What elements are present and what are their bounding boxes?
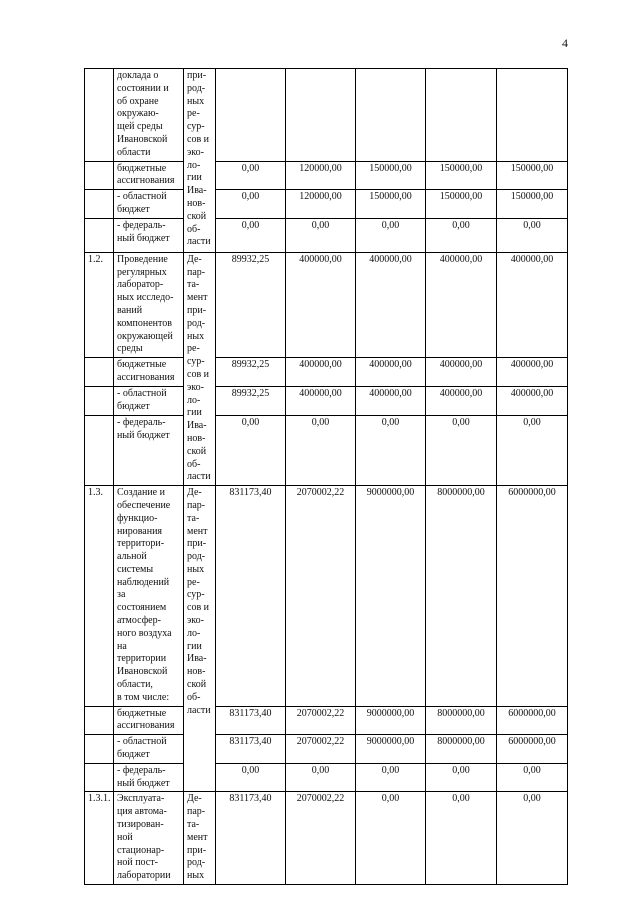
name-line: бюджетные [117,359,167,371]
value-cell: 0,00 [497,218,568,252]
executor-line: Де- [187,793,202,805]
row-index: 1.2. [85,252,114,358]
name-line: лаборатор- [117,279,164,291]
name-line: бюджетные [117,707,167,719]
value-cell [497,69,568,162]
name-line: тизирован- [117,819,164,831]
name-line: территори- [117,538,165,550]
executor-line: род- [187,317,206,329]
budget-table [84,68,568,885]
executor-line: сур- [187,589,205,601]
table-row [85,792,568,885]
name-line: обеспечение [117,499,171,511]
value-cell [356,69,426,162]
executor-line: ных [187,330,205,342]
executor-cell [184,792,216,885]
table-row [85,161,568,190]
name-line: среды [117,343,143,355]
executor-line: пар- [187,266,206,278]
executor-line: та- [187,279,200,291]
row-name [114,252,184,358]
executor-line: эко- [187,615,204,627]
executor-cell [184,69,216,253]
value-cell: 400000,00 [426,387,497,416]
value-cell: 0,00 [497,415,568,485]
name-line: ция автома- [117,806,167,818]
name-line: состоянии и [117,82,169,94]
executor-line: сов и [187,368,210,380]
executor-line: гии [187,640,202,652]
name-line: Проведение [117,253,168,265]
value-cell [286,69,356,162]
value-cell: 9000000,00 [356,735,426,764]
name-line: альной [117,551,147,563]
executor-line: сов и [187,602,210,614]
value-cell: 89932,25 [216,387,286,416]
page-number: 4 [562,36,568,50]
row-index: 1.3.1. [85,792,114,885]
name-line: - федераль- [117,416,166,428]
value-cell [426,69,497,162]
name-line: окружающей [117,330,173,342]
name-line: - федераль- [117,219,166,231]
row-index [85,161,114,190]
executor-line: пар- [187,499,206,511]
value-cell: 400000,00 [286,252,356,358]
row-name [114,218,184,252]
value-cell: 0,00 [216,190,286,219]
name-line: Создание и [117,487,165,499]
row-name [114,387,184,416]
executor-line: ло- [187,627,201,639]
name-line: об охране [117,95,159,107]
executor-cell [184,252,216,485]
table-row [85,706,568,735]
row-index: 1.3. [85,486,114,707]
name-line: области, [117,679,153,691]
executor-cell [184,486,216,792]
value-cell: 0,00 [356,218,426,252]
value-cell: 8000000,00 [426,486,497,707]
row-name [114,706,184,735]
executor-line: ных [187,95,205,107]
value-cell: 400000,00 [286,358,356,387]
name-line: бюджетные [117,162,167,174]
executor-line: пар- [187,806,206,818]
executor-line: ласти [187,236,211,248]
name-line: бюджет [117,203,150,215]
name-line: ной пост- [117,857,158,869]
value-cell: 0,00 [497,763,568,792]
executor-line: Де- [187,253,202,265]
table-row [85,252,568,358]
row-index [85,218,114,252]
value-cell: 0,00 [426,218,497,252]
name-line: нирования [117,525,163,537]
executor-line: та- [187,819,200,831]
name-line: системы [117,563,154,575]
row-index [85,735,114,764]
name-line: - областной [117,736,167,748]
value-cell: 0,00 [286,415,356,485]
name-line: ассигнования [117,175,175,187]
executor-line: при- [187,538,207,550]
row-index [85,69,114,162]
executor-line: об- [187,223,201,235]
executor-line: Ива- [187,420,207,432]
name-line: доклада о [117,70,159,81]
value-cell: 89932,25 [216,358,286,387]
value-cell: 0,00 [216,763,286,792]
value-cell: 6000000,00 [497,735,568,764]
executor-line: гии [187,172,202,184]
value-cell: 150000,00 [426,190,497,219]
row-name [114,69,184,162]
executor-line: при- [187,304,207,316]
executor-line: эко- [187,146,204,158]
row-name [114,161,184,190]
value-cell: 0,00 [426,415,497,485]
value-cell: 400000,00 [356,252,426,358]
value-cell: 9000000,00 [356,486,426,707]
executor-line: сов и [187,133,210,145]
name-line: территории [117,653,167,665]
table-row [85,387,568,416]
row-index [85,763,114,792]
value-cell: 0,00 [216,218,286,252]
name-line: бюджет [117,400,150,412]
value-cell: 831173,40 [216,486,286,707]
value-cell: 150000,00 [356,190,426,219]
value-cell: 400000,00 [356,358,426,387]
row-index [85,415,114,485]
table-row [85,218,568,252]
executor-line: род- [187,551,206,563]
executor-line: об- [187,458,201,470]
value-cell: 2070002,22 [286,486,356,707]
executor-line: мент [187,831,208,843]
executor-line: сур- [187,356,205,368]
executor-line: ласти [187,471,211,483]
name-line: ассигнования [117,372,175,384]
value-cell: 150000,00 [497,190,568,219]
value-cell [216,69,286,162]
name-line: - областной [117,191,167,203]
name-line: Ивановской [117,133,168,145]
value-cell: 400000,00 [426,252,497,358]
name-line: атмосфер- [117,615,161,627]
value-cell: 400000,00 [497,387,568,416]
executor-line: ных [187,870,205,882]
value-cell: 150000,00 [497,161,568,190]
name-line: функцио- [117,512,158,524]
row-index [85,358,114,387]
value-cell: 0,00 [216,161,286,190]
executor-line: ре- [187,343,200,355]
executor-line: Де- [187,487,202,499]
executor-line: род- [187,857,206,869]
value-cell: 120000,00 [286,161,356,190]
executor-line: эко- [187,381,204,393]
name-line: Эксплуата- [117,793,165,805]
name-line: окружаю- [117,108,159,120]
name-line: ный бюджет [117,429,170,441]
name-line: щей среды [117,121,163,133]
value-cell: 6000000,00 [497,486,568,707]
name-line: ный бюджет [117,777,170,789]
executor-line: нов- [187,666,206,678]
name-line: - федераль- [117,764,166,776]
value-cell: 0,00 [356,415,426,485]
value-cell: 400000,00 [356,387,426,416]
name-line: ваний [117,304,143,316]
executor-line: Ива- [187,185,207,197]
row-name [114,763,184,792]
row-name [114,735,184,764]
value-cell: 0,00 [426,763,497,792]
value-cell: 831173,40 [216,792,286,885]
value-cell: 0,00 [286,218,356,252]
executor-line: сур- [187,121,205,133]
value-cell: 0,00 [426,792,497,885]
name-line: области [117,146,151,158]
value-cell: 89932,25 [216,252,286,358]
value-cell: 831173,40 [216,735,286,764]
executor-line: ской [187,445,207,457]
row-index [85,706,114,735]
value-cell: 8000000,00 [426,706,497,735]
value-cell: 120000,00 [286,190,356,219]
value-cell: 9000000,00 [356,706,426,735]
name-line: ных исследо- [117,292,174,304]
row-index [85,387,114,416]
executor-line: мент [187,292,208,304]
executor-line: ных [187,563,205,575]
table-row [85,735,568,764]
name-line: ассигнования [117,720,175,732]
row-name [114,792,184,885]
table-row [85,415,568,485]
value-cell: 0,00 [356,763,426,792]
row-name [114,190,184,219]
value-cell: 400000,00 [497,358,568,387]
executor-line: ло- [187,159,201,171]
name-line: регулярных [117,266,167,278]
value-cell: 6000000,00 [497,706,568,735]
executor-line: ло- [187,394,201,406]
executor-line: Ива- [187,653,207,665]
name-line: компонентов [117,317,172,329]
name-line: Ивановской [117,666,168,678]
value-cell: 150000,00 [356,161,426,190]
name-line: за [117,589,126,601]
table-body [85,69,568,885]
table-row [85,69,568,162]
name-line: наблюдений [117,576,170,588]
name-line: ной [117,831,133,843]
executor-line: нов- [187,432,206,444]
name-line: стационар- [117,844,165,856]
table-row [85,358,568,387]
value-cell: 0,00 [286,763,356,792]
executor-line: нов- [187,197,206,209]
value-cell: 400000,00 [286,387,356,416]
value-cell: 400000,00 [426,358,497,387]
row-name [114,415,184,485]
value-cell: 150000,00 [426,161,497,190]
executor-line: гии [187,407,202,419]
row-index [85,190,114,219]
executor-line: ре- [187,576,200,588]
executor-line: род- [187,82,206,94]
executor-line: при- [187,844,207,856]
executor-line: ре- [187,108,200,120]
value-cell: 0,00 [497,792,568,885]
name-line: лаборатории [117,870,171,882]
row-name [114,486,184,707]
name-line: состоянием [117,602,167,614]
name-line: ный бюджет [117,232,170,244]
executor-line: при- [187,70,207,81]
value-cell: 400000,00 [497,252,568,358]
value-cell: 2070002,22 [286,735,356,764]
executor-line: ласти [187,704,211,716]
value-cell: 8000000,00 [426,735,497,764]
value-cell: 0,00 [356,792,426,885]
table-row [85,763,568,792]
name-line: на [117,640,127,652]
executor-line: ской [187,210,207,222]
value-cell: 2070002,22 [286,792,356,885]
value-cell: 2070002,22 [286,706,356,735]
executor-line: об- [187,691,201,703]
executor-line: та- [187,512,200,524]
executor-line: мент [187,525,208,537]
executor-line: ской [187,679,207,691]
name-line: в том числе: [117,691,170,703]
name-line: - областной [117,388,167,400]
name-line: бюджет [117,749,150,761]
table-row [85,486,568,707]
row-name [114,358,184,387]
value-cell: 831173,40 [216,706,286,735]
name-line: ного воздуха [117,627,172,639]
table-row [85,190,568,219]
value-cell: 0,00 [216,415,286,485]
